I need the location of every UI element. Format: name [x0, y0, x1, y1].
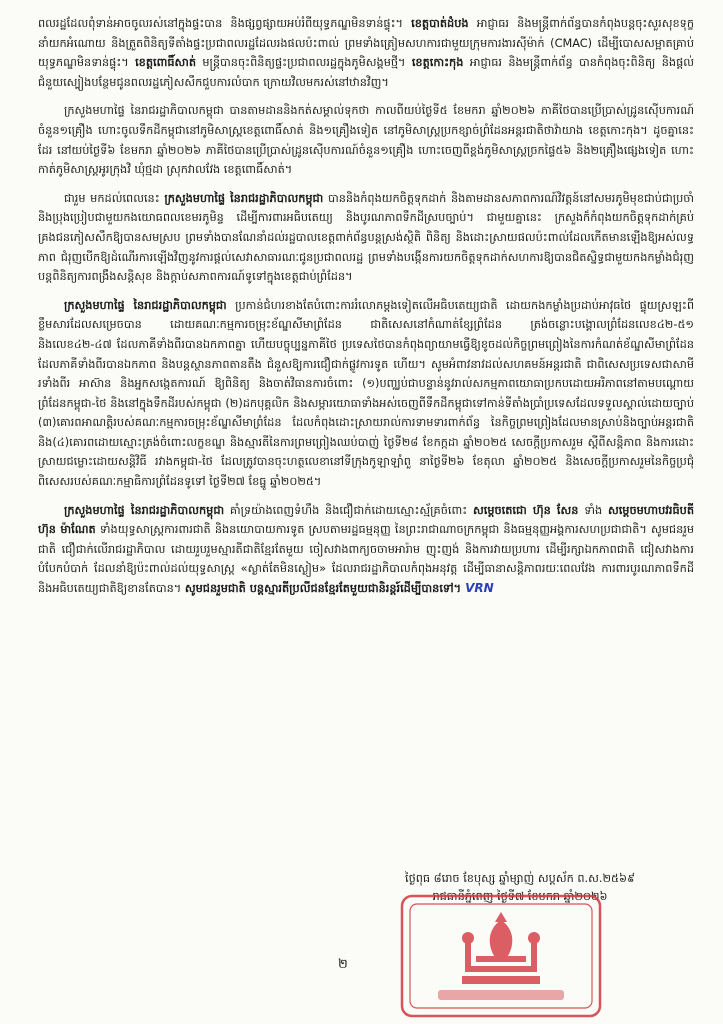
- solar-date-line: រាជធានីភ្នំពេញ ថ្ងៃទី៧ ខែមករា ឆ្នាំ២០២៦: [432, 890, 608, 903]
- paragraph-4: [38, 296, 694, 492]
- bold-text-segment: សម្តេចមហាបវរធិបតី ហ៊ុន ម៉ាណែត: [38, 503, 694, 537]
- text-segment: មន្ត្រីបានចុះពិនិត្យផ្ទះប្រជាពលរដ្ឋក្នុងភូមិសង្គមថ្មី។: [196, 56, 412, 70]
- bold-text-segment: ខេត្តពោធិ៍សាត់: [135, 56, 197, 70]
- text-segment: ជារួម មកដល់ពេលនេះ: [64, 191, 165, 205]
- paragraph-3: [38, 189, 694, 287]
- official-seal-icon: [398, 872, 604, 1022]
- paragraph-5: [38, 501, 694, 599]
- bold-text-segment: ក្រសួងមហាផ្ទៃ នៃរាជរដ្ឋាភិបាលកម្ពុជា: [64, 298, 227, 312]
- paragraph-2: [38, 101, 694, 179]
- text-segment: ពលរដ្ឋដែលពុំទាន់អាចចូលរស់នៅក្នុងផ្ទះបាន និងផ្សព្វផ្សាយអប់រំពីយុទ្ធភណ្ឌមិនទាន់ផ្ទុះ។: [38, 17, 412, 30]
- text-segment: អាជ្ញាធរ និងមន្ត្រីពាក់ព័ន្ធបានកំពុងបន្តចុះសួរសុខទុក្ខ នាំយកអំណោយ និងត្រួតពិនិត្យទីតាំងផ្ទះប្រជាពលរដ្ឋដែលរងផលប៉ះពាល់ ព្រមទាំងត្រៀមសហការជាមួយក្រុមការងារស៊ីម៉ាក់ (CMAC) ដើម្បីបោសសម្អាតគ្រាប់យុទ្ធភណ្ឌមិនទាន់ផ្ទុះ។: [38, 17, 694, 70]
- text-segment: អាជ្ញាធរ និងមន្ត្រីពាក់ព័ន្ធ បានកំពុងចុះពិនិត្យ និងផ្តល់ជំនួយស្បៀងបន្ថែមជូនពលរដ្ឋភៀសសឹកជួបការលំបាក ក្រោយវិលមករស់នៅឋានវិញ។: [38, 56, 694, 89]
- text-segment: ក្រសួងមហាផ្ទៃ នៃរាជរដ្ឋាភិបាលកម្ពុជា បានតាមដាននិងកត់សម្គាល់ទុកថា កាលពីយប់ថ្ងៃទី៥ ខែមករា ឆ្នាំ២០២៦ ភាគីថៃបានប្រើប្រាស់ដ្រូនស៊ើបការណ៍ចំនួន១គ្រឿង ហោះចូលទឹកដីកម្ពុជានៅភូមិសាស្ត្រខេត្តពោធិ៍សាត់ និង១គ្រឿងទៀត នៅភូមិសាស្ត្រប្រកខ្សាច់ព្រំដែនអន្តរជាតិថាវ៉ាយាង ខេត្តកោះកុង។ ដូចគ្នានេះដែរ នៅយប់ថ្ងៃទី៦ ខែមករា ឆ្នាំ២០២៦ ភាគីថៃបានប្រើប្រាស់ដ្រូនស៊ើបការណ៍ចំនួន១គ្រឿង ហោះចេញពីខ្ពង់ភូមិសាស្ត្រច្រកផ្ទៃ៥៦ និង២គ្រឿងផ្សេងទៀត ហោះកាត់ភូមិសាស្ត្រអូរក្រុងវិ ឃុំថ្មដា ស្រុកវាលវែង ខេត្តពោធិ៍សាត់។: [38, 104, 694, 177]
- text-segment: ទាំងយុទ្ធសាស្ត្រការពារជាតិ និងនយោបាយការទូត ស្របតាមរដ្ឋធម្មនុញ្ញ នៃព្រះរាជាណាចក្រកម្ពុជា និងធម្មនុញ្ញអង្គការសហប្រជាជាតិ។ សូមជនរួមជាតិ ជឿជាក់លើរាជរដ្ឋាភិបាល ដោយរួបរួមស្មារតីជាតិខ្មែរតែមួយ ចៀសវាងពាក្យចចាមអារ៉ាម ញុះញង់ និងការវាយប្រហារ ដើម្បីរក្សាឯកភាពជាតិ ជៀសវាងការបំបែកបំបាក់ ដែលនាំឱ្យប៉ះពាល់ដល់យុទ្ធសាស្ត្រ «ស្ងាត់តែមិនស្ងៀម» ដែលរាជរដ្ឋាភិបាលកំពុងអនុវត្ត ដើម្បីធានាសន្តិភាពរយៈពេលវែង ការពារបូរណភាពទឹកដី និងអធិបតេយ្យជាតិឱ្យខានតែបាន។: [38, 523, 694, 596]
- text-segment: បាននិងកំពុងយកចិត្តទុកដាក់ និងតាមដានសភាពការណ៍វិវត្តន៍នៅសមរភូមិមុខជាប់ជាប្រចាំ និងប្រុងប្រៀបជាមួយកងយោធពលខេមរភូមិន្ទ ដើម្បីការពារអធិបតេយ្យ និងបូរណភាពទឹកដីស្របច្បាប់។ ជាមួយគ្នានេះ ក្រសួងក៏កំពុងយកចិត្តទុកដាក់គ្រប់គ្រងជនភៀសសឹកឱ្យបានសមស្រប ព្រមទាំងបានណែនាំដល់រដ្ឋបាលខេត្តពាក់ព័ន្ធបន្តស្រង់ស្ថិតិ ពិនិត្យ និងដោះស្រាយផលប៉ះពាល់ដែលកើតមានឡើងឱ្យអស់លទ្ធភាព ជំរុញបើកឱ្យដំណើរការឡើងវិញនូវការផ្តល់សេវាសាធារណៈជូនប្រជាពលរដ្ឋ ព្រមទាំងបង្កើនការយកចិត្តទុកដាក់សហការឱ្យបានជិតស្និទ្ធជាមួយកងកម្លាំងជំរុញ បន្តពិនិត្យការពង្រឹងសន្តិសុខ និងក្តាប់សភាពការណ៍ទូទៅក្នុងខេត្តជាប់ព្រំដែន។: [38, 191, 694, 284]
- bold-text-segment: ខេត្តកោះកុង: [411, 56, 464, 70]
- text-segment: គាំទ្រយ៉ាងពេញទំហឹង និងជឿជាក់ដោយស្មោះស្ម័គ្រចំពោះ: [224, 503, 473, 517]
- body-text: [38, 14, 694, 608]
- text-segment: ទាំង: [578, 503, 608, 517]
- bold-text-segment: សម្តេចតេជោ ហ៊ុន សែន: [472, 503, 579, 517]
- text-segment: ប្រកាន់ជំហរខាងតែបំពោះការរំលោភម្តងទៀតលើអធិបតេយ្យជាតិ ដោយកងកម្លាំងប្រដាប់អាវុធថៃ ផ្ទុយស្រឡះពីខ្លឹមសារដែលសម្រេចបាន ដោយគណៈកម្មការចម្រុះខ័ណ្ឌសីមាព្រំដែន ជាតិសេសនៅកំណាត់ខ្សែព្រំដែន ត្រង់ចន្លោះបង្គោលព្រំដែនលេខ៤២-៥១ និងលេខ៤២-៤៧ ដែលភាគីទាំងពីរបានឯកភាពគ្នា ហើយបច្ចុប្បន្នភាគីថៃ ប្រទេសថៃបានកំពុងព្យាយាមធ្វើឱ្យខូចដល់កិច្ចព្រមព្រៀងនៃការកំណត់ខ័ណ្ឌសីមាព្រំដែន ដែលភាគីទាំងពីរបានឯកភាព និងបន្តស្ថានភាពតានតឹង ជំនួសឱ្យការជឿជាក់ផ្លូវការទូត ហើយ។ សូមអំពាវនាវដល់សហគមន៍អន្តរជាតិ ជាពិសេសប្រទេសជាសាមីរទាំងពីរ អាស៊ាន និងអ្នកសង្កេតការណ៍ ឱ្យពិនិត្យ និងចាត់វិធានការចំពោះ (១)បញ្ឈប់ជាបន្ទាន់នូវរាល់សកម្មភាពយោធាប្រកបដោយអរិភាពនៅតាមបណ្តោយព្រំដែនកម្ពុជា-ថៃ និងនៅក្នុងទឹកដីរបស់កម្ពុជា (២)ដកបុគ្គលិក និងសម្ភារយោធាទាំងអស់ចេញពីទឹកដីកម្ពុជាទៅកាន់ទីតាំងប្រាំប្រទេសដែលទទួលស្គាល់ដោយច្បាប់ (៣)គោរពអាណត្តិរបស់គណៈកម្មការចម្រុះខ័ណ្ឌសីមាព្រំដែន ដែលកំពុងដោះស្រាយរាល់ការទាមទារពាក់ព័ន្ធ នៃកិច្ចព្រមព្រៀងដែលមានស្រាប់និងច្បាប់អន្តរជាតិ និង(៤)គោរពដោយស្មោះត្រង់ចំពោះលក្ខខណ្ឌ និងស្មារតីនៃការព្រមព្រៀងឈប់បាញ់ ថ្ងៃទី២៨ ខែកក្កដា ឆ្នាំ២០២៥ សេចក្តីប្រកាសរួម ស្តីពីសន្តិភាព និងការដោះស្រាយជម្លោះដោយសន្តិវិធី រវាងកម្ពុជា-ថៃ ដែលត្រូវបានចុះហត្ថលេខានៅទីក្រុងកូឡាឡាំពួ នាថ្ងៃទី២៦ ខែតុលា ឆ្នាំ២០២៥ និងសេចក្តីប្រកាសរួមនៃកិច្ចប្រជុំពិសេសរបស់គណៈកម្មាធិការព្រំដែនទូទៅ ថ្ងៃទី២៧ ខែធ្នូ ឆ្នាំ២០២៥។: [38, 298, 695, 489]
- bold-text-segment: ខេត្តបាត់ដំបង: [411, 17, 469, 30]
- lunar-date-line: ថ្ងៃពុធ ៨រោច ខែបុស្ស ឆ្នាំម្សាញ់ សប្តស័ក ព.ស.២៥៦៩: [404, 872, 635, 885]
- page-number: ២: [338, 957, 348, 972]
- paragraph-1: [38, 14, 694, 92]
- signature-initials: VRN: [465, 581, 494, 596]
- bold-text-segment: ក្រសួងមហាផ្ទៃ នៃរាជរដ្ឋាភិបាលកម្ពុជា: [64, 503, 225, 517]
- bold-text-segment: សូមជនរួមជាតិ បន្តស្មារតីប្រលីជនខ្មែរតែមួយជានិរន្តរ៍ដើម្បីបានទៅ។: [184, 582, 462, 596]
- bold-text-segment: ក្រសួងមហាផ្ទៃ នៃរាជរដ្ឋាភិបាលកម្ពុជា: [164, 191, 324, 205]
